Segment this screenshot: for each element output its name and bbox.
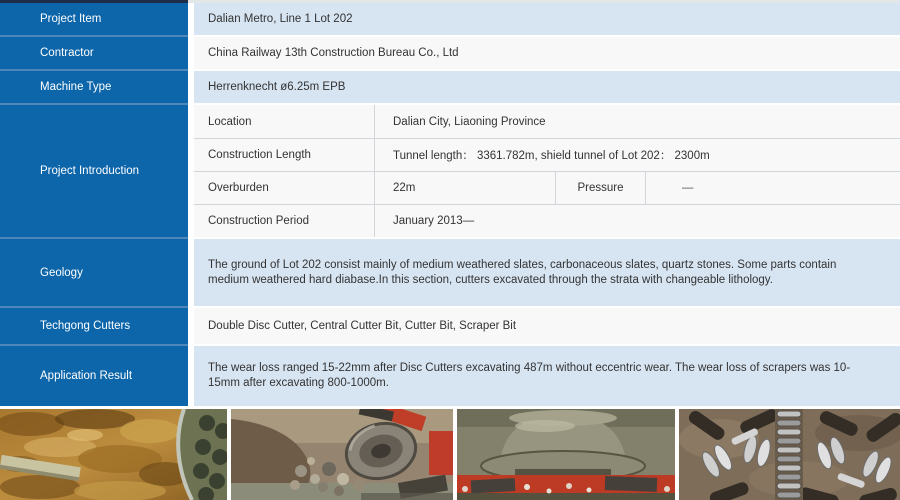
pressure-label: Pressure: [556, 172, 646, 204]
construction-length-value: Tunnel length： 3361.782m, shield tunnel of Lot 202： 2300m: [393, 150, 710, 162]
geology-value: The ground of Lot 202 consist mainly of medium weathered slates, carbonaceous slates, quartz stones. Some parts contain medium weathered hard diabase.In this section, cutters excavated through the strata with changeable lithology.: [208, 258, 837, 286]
photo-disc-cutter-closeup-image: [457, 409, 675, 500]
subrow-overburden: [194, 171, 900, 204]
photo-cutterhead-face-image: [679, 409, 900, 500]
row-geology: [0, 239, 900, 306]
construction-period-value: January 2013—: [393, 215, 475, 227]
geology-value-cell: [194, 239, 900, 306]
location-label: Location: [194, 105, 375, 138]
row-project-item: [0, 3, 900, 35]
project-info-table: [0, 3, 900, 406]
machine-type-value: Herrenknecht ø6.25m EPB: [194, 71, 900, 103]
project-introduction-label: Project Introduction: [0, 105, 188, 237]
application-result-label: Application Result: [0, 346, 188, 406]
photo-rock-face-image: [0, 409, 227, 500]
techgong-cutters-label: Techgong Cutters: [0, 308, 188, 344]
techgong-cutters-value: Double Disc Cutter, Central Cutter Bit, Cutter Bit, Scraper Bit: [194, 308, 900, 344]
photo-disc-cutter-embedded: [231, 409, 453, 500]
location-value: Dalian City, Liaoning Province: [393, 115, 546, 128]
subrow-location: [194, 105, 900, 138]
row-contractor: [0, 37, 900, 69]
application-result-value: The wear loss ranged 15-22mm after Disc Cutters excavating 487m without eccentric wear. The wear loss of scrapers was 10-15mm after excavating 800-1000m.: [208, 362, 851, 389]
geology-label: Geology: [0, 239, 188, 306]
contractor-label: Contractor: [0, 37, 188, 69]
row-application-result: [0, 346, 900, 406]
photo-rock-face: [0, 409, 227, 500]
subrow-construction-period: [194, 204, 900, 237]
project-introduction-subtable: [194, 105, 900, 237]
row-project-introduction: [0, 105, 900, 237]
subrow-construction-length: [194, 138, 900, 171]
pressure-value: —: [682, 182, 694, 194]
construction-period-label: Construction Period: [194, 205, 375, 237]
overburden-label: Overburden: [194, 172, 375, 204]
overburden-value: 22m: [375, 172, 556, 204]
photo-strip: [0, 409, 900, 500]
photo-disc-cutter-embedded-image: [231, 409, 453, 500]
project-item-value: Dalian Metro, Line 1 Lot 202: [194, 3, 900, 35]
project-item-label: Project Item: [0, 3, 188, 35]
row-machine-type: [0, 71, 900, 103]
machine-type-label: Machine Type: [0, 71, 188, 103]
photo-cutterhead-face: [679, 409, 900, 500]
construction-length-label: Construction Length: [194, 139, 375, 171]
photo-disc-cutter-closeup: [457, 409, 675, 500]
row-techgong-cutters: [0, 308, 900, 344]
application-result-value-cell: [194, 346, 900, 406]
contractor-value: China Railway 13th Construction Bureau Co., Ltd: [194, 37, 900, 69]
